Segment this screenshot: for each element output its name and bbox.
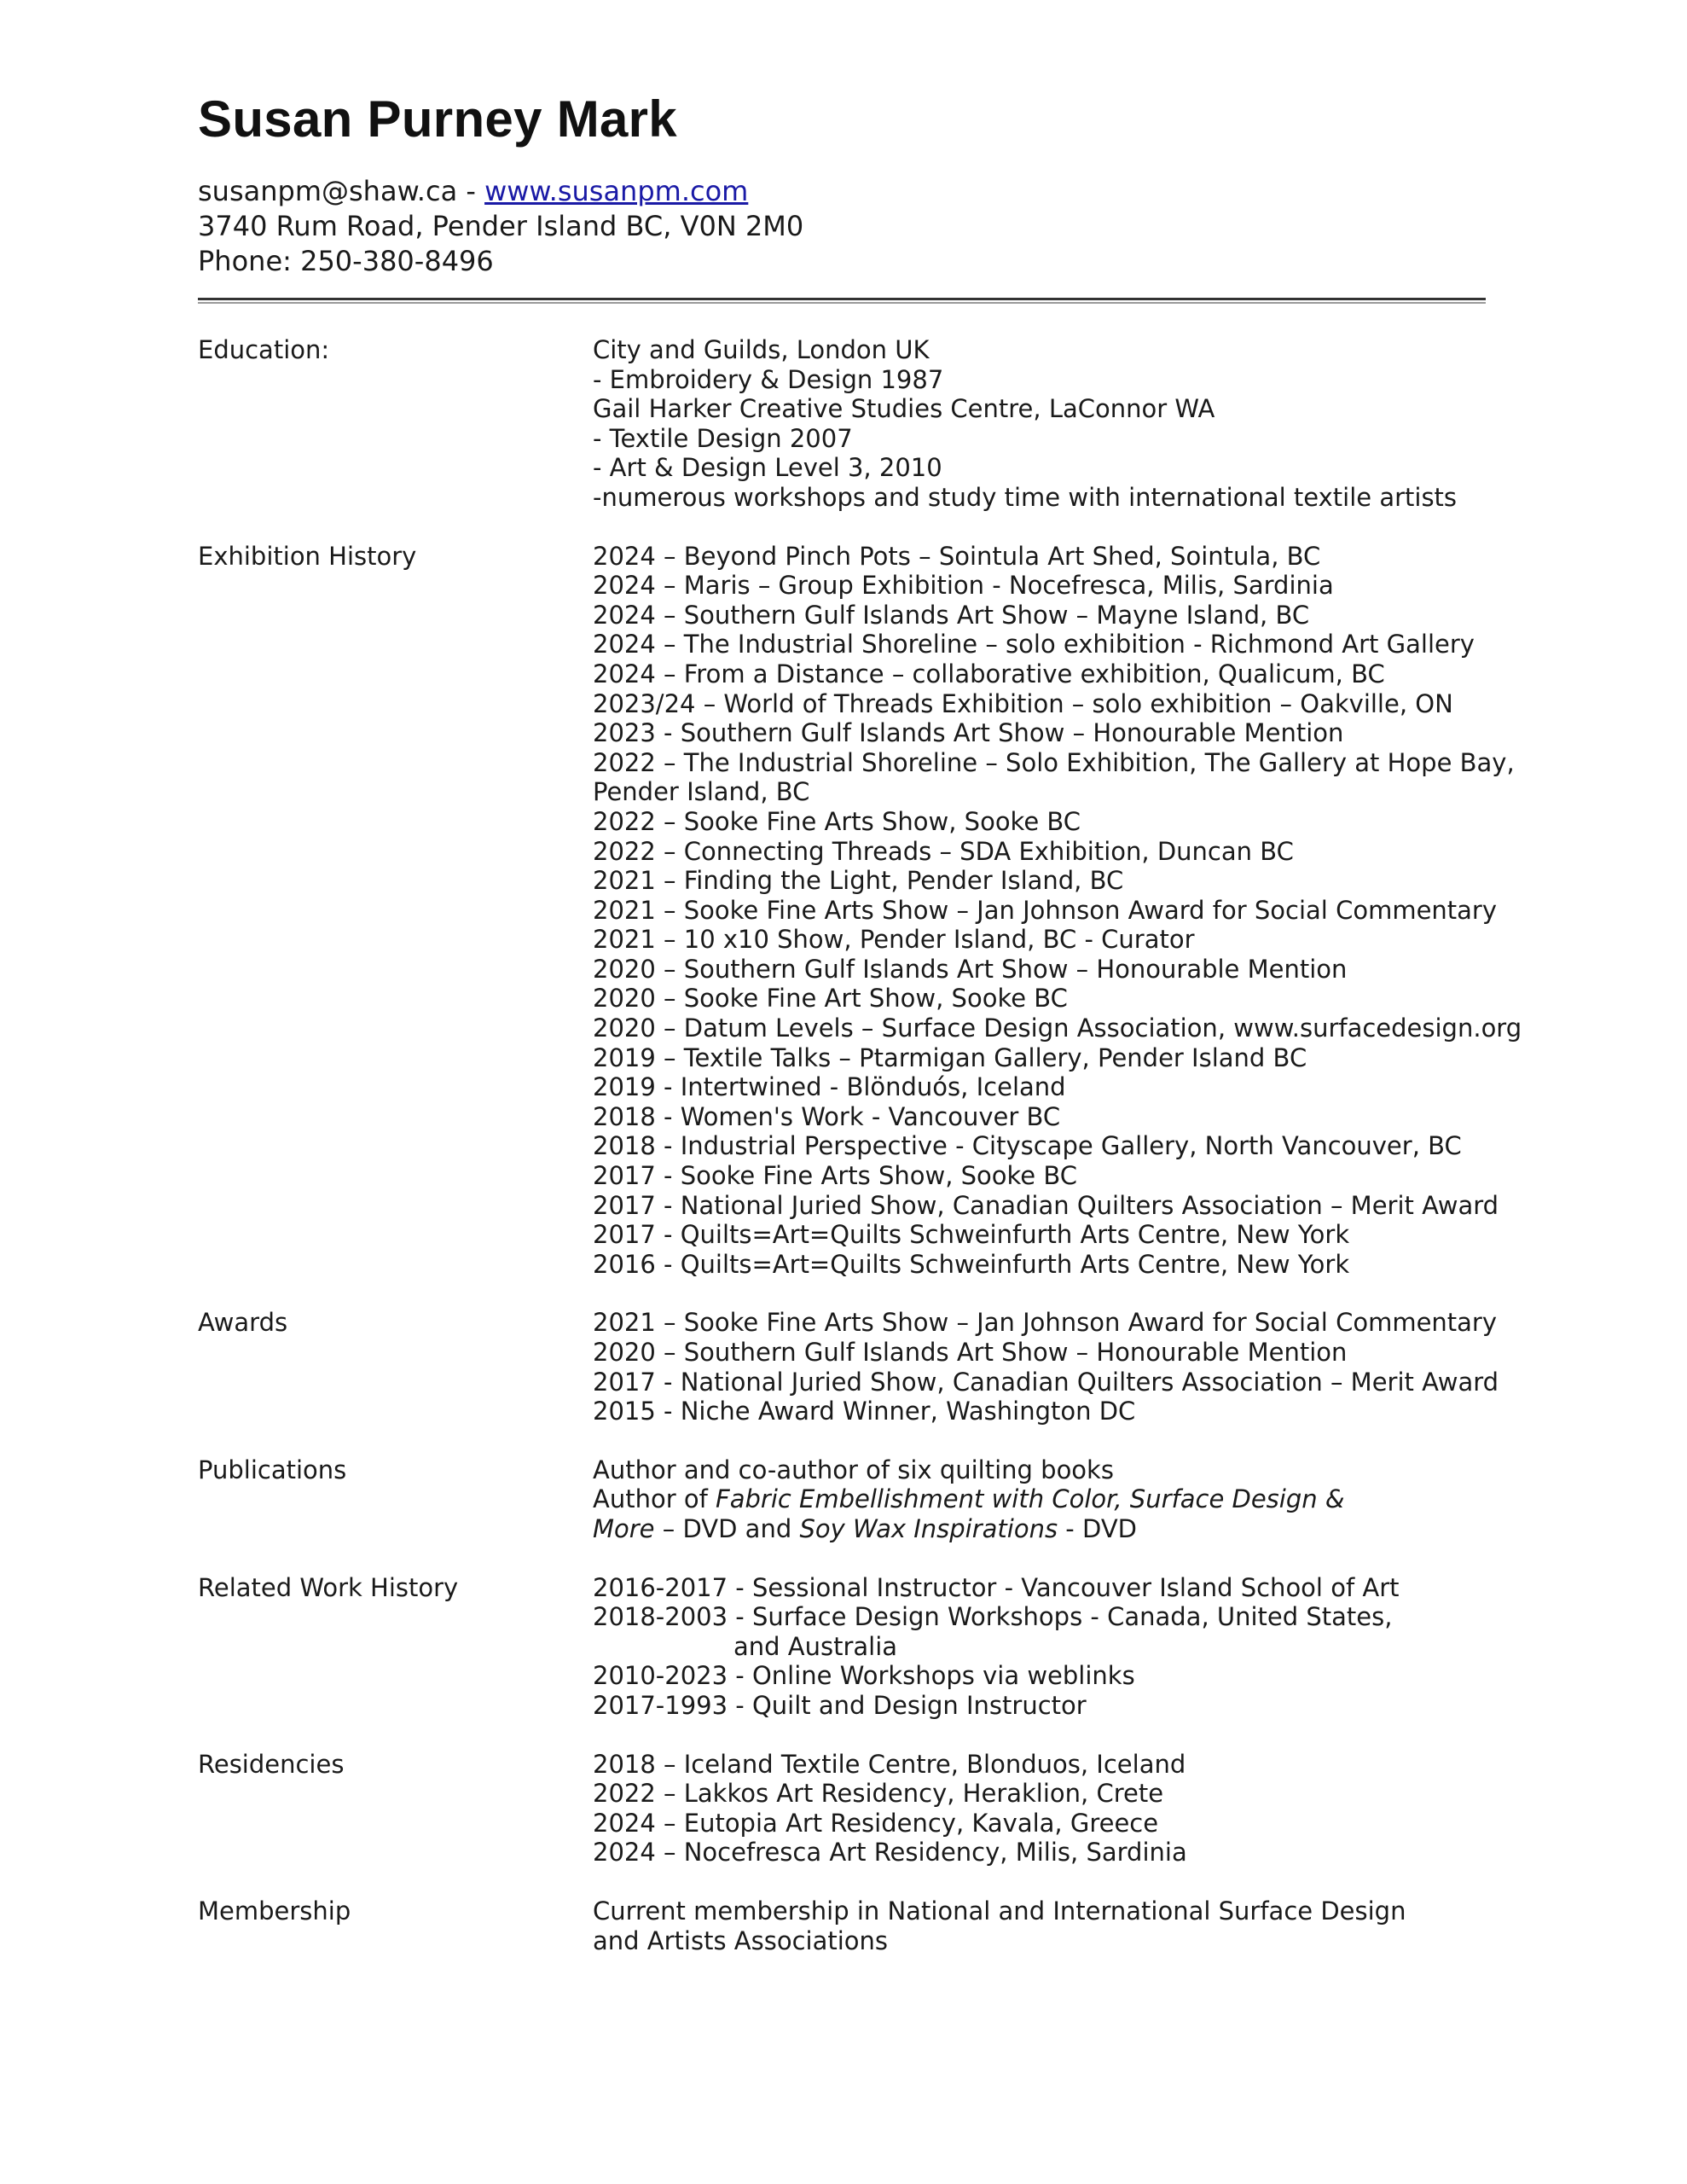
section-awards [198,1308,1499,1426]
section-label: Education: [198,335,330,364]
section-content [593,335,1494,513]
list-item: Pender Island, BC [593,777,810,807]
list-item: Current membership in National and International Surface Design [593,1896,1406,1926]
list-item: - Textile Design 2007 [593,423,853,453]
list-item: 2019 – Textile Talks – Ptarmigan Gallery, Pender Island BC [593,1043,1307,1072]
list-item: 2024 – Maris – Group Exhibition - Nocefresca, Milis, Sardinia [593,571,1334,601]
text-span: – DVD and [654,1513,800,1543]
section-education [198,335,1494,513]
list-item: 2023/24 – World of Threads Exhibition – solo exhibition – Oakville, ON [593,688,1453,718]
resume-name: Susan Purney Mark [198,90,677,148]
list-item: 2021 – Sooke Fine Arts Show – Jan Johnson Award for Social Commentary [593,895,1498,925]
contact-address: 3740 Rum Road, Pender Island BC, V0N 2M0 [198,210,804,242]
section-label: Residencies [198,1749,345,1779]
list-item: -numerous workshops and study time with international textile artists [593,482,1458,512]
list-item: 2024 – From a Distance – collaborative exhibition, Qualicum, BC [593,659,1385,688]
section-residencies [198,1750,1494,1867]
list-item: and Artists Associations [593,1926,889,1955]
header-divider [198,298,1486,304]
resume-sections [198,335,1522,1984]
list-item: 2024 – Beyond Pinch Pots – Sointula Art Shed, Sointula, BC [593,541,1321,571]
section-label: Exhibition History [198,541,417,571]
list-item: 2022 – Lakkos Art Residency, Heraklion, Crete [593,1779,1164,1809]
list-item: 2020 – Sooke Fine Art Show, Sooke BC [593,984,1068,1014]
contact-phone: Phone: 250-380-8496 [198,245,494,277]
publication-title: Fabric Embellishment with Color, Surface Design & [716,1484,1345,1514]
section-label: Awards [198,1308,288,1338]
list-item: 2022 – Sooke Fine Arts Show, Sooke BC [593,806,1081,836]
section-content [593,1308,1499,1426]
contact-email: susanpm@shaw.ca [198,175,458,207]
contact-email-line [198,174,803,209]
contact-block [198,174,803,279]
list-item: 2010-2023 - Online Workshops via weblinks [593,1661,1135,1691]
list-item: 2021 – Finding the Light, Pender Island, BC [593,866,1124,896]
list-item [593,1484,1494,1514]
list-item: 2021 – Sooke Fine Arts Show – Jan Johnson Award for Social Commentary [593,1308,1498,1338]
section-content [593,1750,1494,1867]
section-label: Publications [198,1455,347,1484]
list-item: City and Guilds, London UK [593,335,930,364]
list-item: 2020 – Datum Levels – Surface Design Association, www.surfacedesign.org [593,1014,1522,1043]
list-item: 2018 - Women's Work - Vancouver BC [593,1101,1061,1131]
text-span: Author of [593,1484,716,1514]
text-span: - DVD [1058,1513,1137,1543]
list-item: and Australia [733,1631,898,1661]
list-item [593,1514,1494,1544]
section-related-work-history [198,1573,1494,1721]
list-item: 2018 – Iceland Textile Centre, Blonduos, Iceland [593,1749,1186,1779]
list-item: 2024 – Nocefresca Art Residency, Milis, Sardinia [593,1838,1187,1867]
section-label: Related Work History [198,1572,459,1602]
list-item: 2017 - National Juried Show, Canadian Quilters Association – Merit Award [593,1190,1499,1220]
website-link[interactable]: www.susanpm.com [484,175,749,207]
section-publications [198,1455,1494,1544]
list-item: 2017-1993 - Quilt and Design Instructor [593,1690,1087,1720]
list-item: 2016-2017 - Sessional Instructor - Vancouver Island School of Art [593,1572,1400,1602]
section-content [593,542,1522,1280]
section-exhibition-history [198,541,1522,1280]
list-item: 2015 - Niche Award Winner, Washington DC [593,1397,1136,1426]
list-item: 2020 – Southern Gulf Islands Art Show – Honourable Mention [593,954,1348,984]
list-item: 2024 – Southern Gulf Islands Art Show – Mayne Island, BC [593,600,1310,630]
publication-title: More [593,1513,655,1543]
list-item: - Embroidery & Design 1987 [593,364,944,394]
list-item: 2024 – The Industrial Shoreline – solo exhibition - Richmond Art Gallery [593,630,1475,659]
list-item: 2024 – Eutopia Art Residency, Kavala, Greece [593,1808,1159,1838]
list-item: 2018-2003 - Surface Design Workshops - Canada, United States, [593,1602,1393,1632]
list-item: 2021 – 10 x10 Show, Pender Island, BC - Curator [593,925,1195,955]
contact-separator: - [457,175,485,207]
publication-title: Soy Wax Inspirations [799,1513,1058,1543]
section-label: Membership [198,1896,351,1926]
list-item: - Art & Design Level 3, 2010 [593,453,942,483]
list-item: Gail Harker Creative Studies Centre, LaConnor WA [593,394,1215,424]
section-content [593,1573,1494,1721]
list-item: 2022 – Connecting Threads – SDA Exhibition, Duncan BC [593,836,1294,866]
list-item: 2018 - Industrial Perspective - Cityscape Gallery, North Vancouver, BC [593,1131,1462,1161]
section-content [593,1455,1494,1544]
list-item: 2022 – The Industrial Shoreline – Solo Exhibition, The Gallery at Hope Bay, [593,747,1515,777]
section-membership [198,1896,1494,1955]
list-item: 2016 - Quilts=Art=Quilts Schweinfurth Arts Centre, New York [593,1249,1350,1279]
list-item: 2017 - Sooke Fine Arts Show, Sooke BC [593,1161,1077,1191]
list-item: 2020 – Southern Gulf Islands Art Show – Honourable Mention [593,1338,1348,1367]
section-content [593,1896,1494,1955]
list-item: 2023 - Southern Gulf Islands Art Show – Honourable Mention [593,718,1344,748]
list-item: 2017 - National Juried Show, Canadian Quilters Association – Merit Award [593,1367,1499,1397]
list-item: 2017 - Quilts=Art=Quilts Schweinfurth Arts Centre, New York [593,1220,1350,1250]
list-item: Author and co-author of six quilting books [593,1455,1114,1484]
list-item: 2019 - Intertwined - Blönduós, Iceland [593,1072,1066,1102]
